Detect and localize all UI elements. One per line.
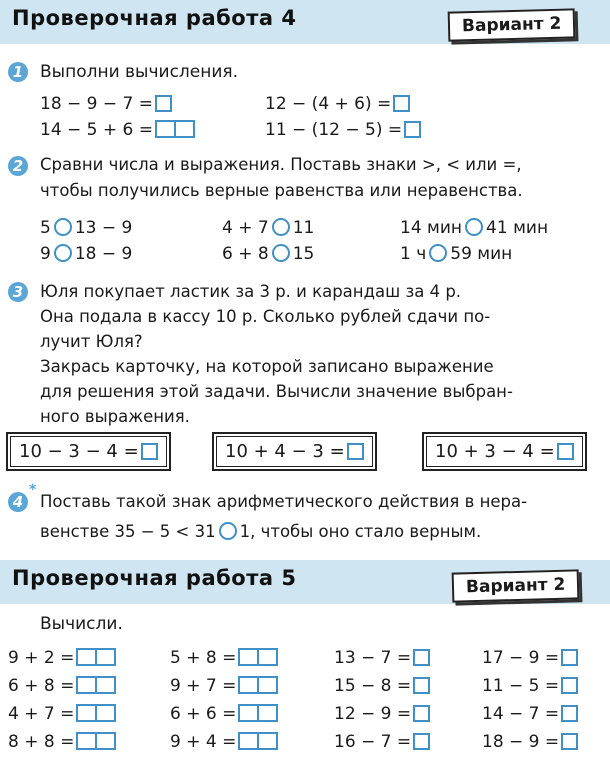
task2-item-1 xyxy=(40,216,132,240)
work4-variant-badge: Вариант 2 xyxy=(448,8,576,41)
answer-box[interactable] xyxy=(561,733,578,750)
task1-expr-2 xyxy=(265,92,410,116)
work5-row xyxy=(8,674,116,698)
expr-text: 14 − 7 = xyxy=(482,704,560,724)
work5-row xyxy=(170,646,278,670)
task3-line4: Закрась карточку, на которой записано выражение xyxy=(40,357,494,376)
work5-variant-badge: Вариант 2 xyxy=(452,569,580,602)
compare-right: 15 xyxy=(292,244,315,264)
compare-left: 9 xyxy=(40,244,51,264)
work5-row xyxy=(334,730,430,754)
answer-box[interactable] xyxy=(393,95,410,112)
compare-right: 59 мин xyxy=(450,244,513,264)
work5-row xyxy=(8,646,116,670)
task2-item-2 xyxy=(222,216,314,240)
expr-text: 9 + 7 = xyxy=(170,676,237,696)
task3-line1: Юля покупает ластик за 3 р. и карандаш за 4 р. xyxy=(40,282,462,301)
expr-text: 6 + 6 = xyxy=(170,704,237,724)
expr-text: 16 − 7 = xyxy=(334,732,412,752)
work5-row xyxy=(170,702,278,726)
answer-box[interactable] xyxy=(413,733,430,750)
expr-text: 5 + 8 = xyxy=(170,648,237,668)
answer-box[interactable] xyxy=(238,704,278,722)
work5-row xyxy=(334,674,430,698)
compare-circle[interactable] xyxy=(465,218,483,236)
expr-text: 15 − 8 = xyxy=(334,676,412,696)
work5-row xyxy=(8,730,116,754)
task4-line1: Поставь такой знак арифметического действия в нера- xyxy=(40,492,528,511)
task3-line6: ного выражения. xyxy=(40,407,190,426)
task3-line2: Она подала в кассу 10 р. Сколько рублей сдачи по- xyxy=(40,307,491,326)
expr-text: 17 − 9 = xyxy=(482,648,560,668)
compare-left: 4 + 7 xyxy=(222,218,269,238)
expr-text: 12 − 9 = xyxy=(334,704,412,724)
card-expr: 10 + 4 − 3 = xyxy=(225,441,345,462)
answer-box[interactable] xyxy=(561,705,578,722)
task1-expr-4 xyxy=(265,118,421,142)
compare-right: 13 − 9 xyxy=(74,218,133,238)
work5-row xyxy=(8,702,116,726)
task3-line5: для решения этой задачи. Вычисли значение выбран- xyxy=(40,382,513,401)
expr-text: 18 − 9 = xyxy=(482,732,560,752)
expr-text: 11 − (12 − 5) = xyxy=(265,120,403,140)
compare-left: 1 ч xyxy=(400,244,427,264)
expr-text: 14 − 5 + 6 = xyxy=(40,120,154,140)
expr-text: 18 − 9 − 7 = xyxy=(40,94,154,114)
work5-row xyxy=(170,730,278,754)
compare-circle[interactable] xyxy=(54,244,72,262)
answer-box[interactable] xyxy=(413,649,430,666)
work5-row xyxy=(482,702,578,726)
expr-text: 13 − 7 = xyxy=(334,648,412,668)
inequality-left: венстве 35 − 5 < 31 xyxy=(40,522,216,541)
work5-instruction: Вычисли. xyxy=(40,614,123,634)
task3-number-icon: 3 xyxy=(8,282,28,302)
answer-box[interactable] xyxy=(404,121,421,138)
compare-circle[interactable] xyxy=(272,218,290,236)
sign-circle[interactable] xyxy=(219,522,237,540)
card-expr: 10 + 3 − 4 = xyxy=(435,441,555,462)
answer-box[interactable] xyxy=(155,95,172,112)
answer-box[interactable] xyxy=(238,648,278,666)
inequality-right: 1, чтобы оно стало верным. xyxy=(239,522,482,541)
work5-row xyxy=(482,730,578,754)
answer-box[interactable] xyxy=(561,649,578,666)
expr-text: 11 − 5 = xyxy=(482,676,560,696)
answer-box[interactable] xyxy=(76,676,116,694)
work5-row xyxy=(334,646,430,670)
task1-expr-1 xyxy=(40,92,172,116)
work5-row xyxy=(170,674,278,698)
work5-row xyxy=(482,674,578,698)
answer-box[interactable] xyxy=(141,443,158,460)
task2-item-5 xyxy=(222,242,314,266)
compare-left: 5 xyxy=(40,218,51,238)
compare-circle[interactable] xyxy=(54,218,72,236)
answer-box[interactable] xyxy=(413,677,430,694)
work5-row xyxy=(482,646,578,670)
compare-right: 11 xyxy=(292,218,315,238)
expr-text: 8 + 8 = xyxy=(8,732,75,752)
work4-title: Проверочная работа 4 xyxy=(12,6,297,30)
expr-text: 9 + 4 = xyxy=(170,732,237,752)
compare-right: 41 мин xyxy=(486,218,549,238)
task1-number-icon: 1 xyxy=(8,62,28,82)
answer-box[interactable] xyxy=(76,648,116,666)
work5-row xyxy=(334,702,430,726)
answer-box[interactable] xyxy=(76,732,116,750)
answer-box[interactable] xyxy=(413,705,430,722)
task1-expr-3 xyxy=(40,118,195,142)
answer-box[interactable] xyxy=(76,704,116,722)
compare-left: 14 мин xyxy=(400,218,463,238)
compare-circle[interactable] xyxy=(272,244,290,262)
task2-number-icon: 2 xyxy=(8,156,28,176)
task2-item-6 xyxy=(400,242,512,266)
card-expr: 10 − 3 − 4 = xyxy=(19,441,139,462)
task2-line2: чтобы получились верные равенства или неравенства. xyxy=(40,181,523,200)
expr-text: 4 + 7 = xyxy=(8,704,75,724)
task3-card-1[interactable] xyxy=(6,432,171,471)
star-icon: * xyxy=(29,482,37,498)
answer-box[interactable] xyxy=(557,443,574,460)
compare-left: 6 + 8 xyxy=(222,244,269,264)
answer-box[interactable] xyxy=(238,676,278,694)
expr-text: 12 − (4 + 6) = xyxy=(265,94,392,114)
task2-line1: Сравни числа и выражения. Поставь знаки >, < или =, xyxy=(40,155,522,174)
task2-item-4 xyxy=(40,242,132,266)
answer-box[interactable] xyxy=(347,443,364,460)
work5-title: Проверочная работа 5 xyxy=(12,566,297,590)
task3-card-3[interactable] xyxy=(422,432,587,471)
compare-circle[interactable] xyxy=(429,244,447,262)
task3-card-2[interactable] xyxy=(212,432,377,471)
task2-item-3 xyxy=(400,216,548,240)
expr-text: 6 + 8 = xyxy=(8,676,75,696)
task4-line2 xyxy=(40,520,481,544)
expr-text: 9 + 2 = xyxy=(8,648,75,668)
task3-line3: лучит Юля? xyxy=(40,332,143,351)
answer-box[interactable] xyxy=(238,732,278,750)
answer-box[interactable] xyxy=(561,677,578,694)
compare-right: 18 − 9 xyxy=(74,244,133,264)
task4-number-icon: 4 xyxy=(8,492,28,512)
answer-box[interactable] xyxy=(155,120,195,138)
task1-instruction: Выполни вычисления. xyxy=(40,62,239,82)
